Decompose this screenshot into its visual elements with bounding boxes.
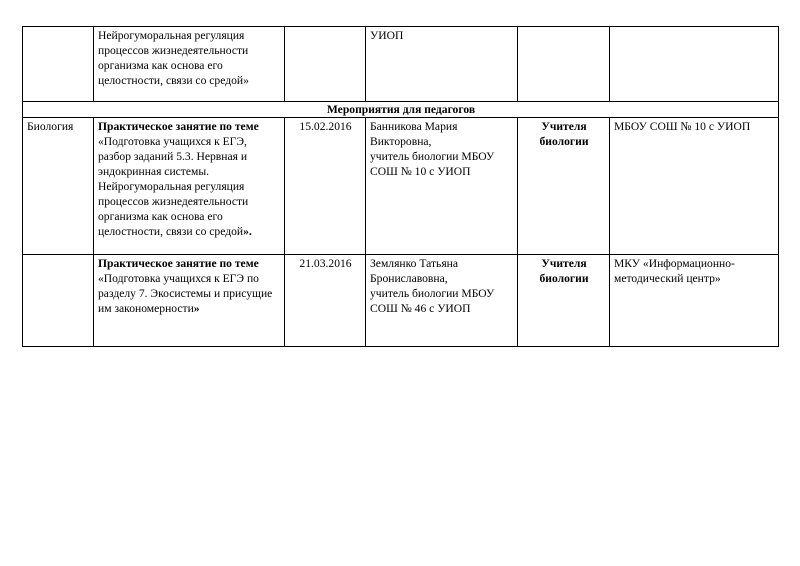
section-header: Мероприятия для педагогов [23,102,779,118]
presenter-cell: Землянко Татьяна Брониславовна, учитель биологии МБОУ СОШ № 46 с УИОП [366,255,518,347]
venue-cell: МКУ «Информационно-методический центр» [610,255,779,347]
subject-cell [23,255,94,347]
topic-lead: Практическое занятие по теме [98,120,259,133]
venue-cell: МБОУ СОШ № 10 с УИОП [610,118,779,255]
audience-cell: Учителя биологии [518,255,610,347]
venue-cell [610,27,779,102]
topic-cell: Нейрогуморальная регуляция процессов жизнедеятельности организма как основа его целостности, связи со средой» [94,27,285,102]
audience-cell: Учителя биологии [518,118,610,255]
table-row [23,27,779,102]
topic-end: ». [243,225,252,238]
date-cell: 21.03.2016 [285,255,366,347]
audience-cell [518,27,610,102]
topic-end: » [193,302,200,315]
presenter-cell: УИОП [366,27,518,102]
section-header-row [23,102,779,118]
table-row [23,118,779,255]
presenter-cell: Банникова Мария Викторовна, учитель биологии МБОУ СОШ № 10 с УИОП [366,118,518,255]
topic-text: «Подготовка учащихся к ЕГЭ, разбор заданий 5.3. Нервная и эндокринная системы. Нейрогуморальная регуляция процессов жизнедеятельности организма как основа его целостности, связи со средой [98,135,249,238]
date-cell: 15.02.2016 [285,118,366,255]
subject-cell: Биология [23,118,94,255]
topic-lead: Практическое занятие по теме [98,257,259,270]
table-row [23,255,779,347]
topic-cell [94,118,285,255]
topic-cell [94,255,285,347]
topic-text: «Подготовка учащихся к ЕГЭ по разделу 7. Экосистемы и присущие им закономерности [98,272,273,315]
subject-cell [23,27,94,102]
date-cell [285,27,366,102]
events-table [22,26,779,347]
